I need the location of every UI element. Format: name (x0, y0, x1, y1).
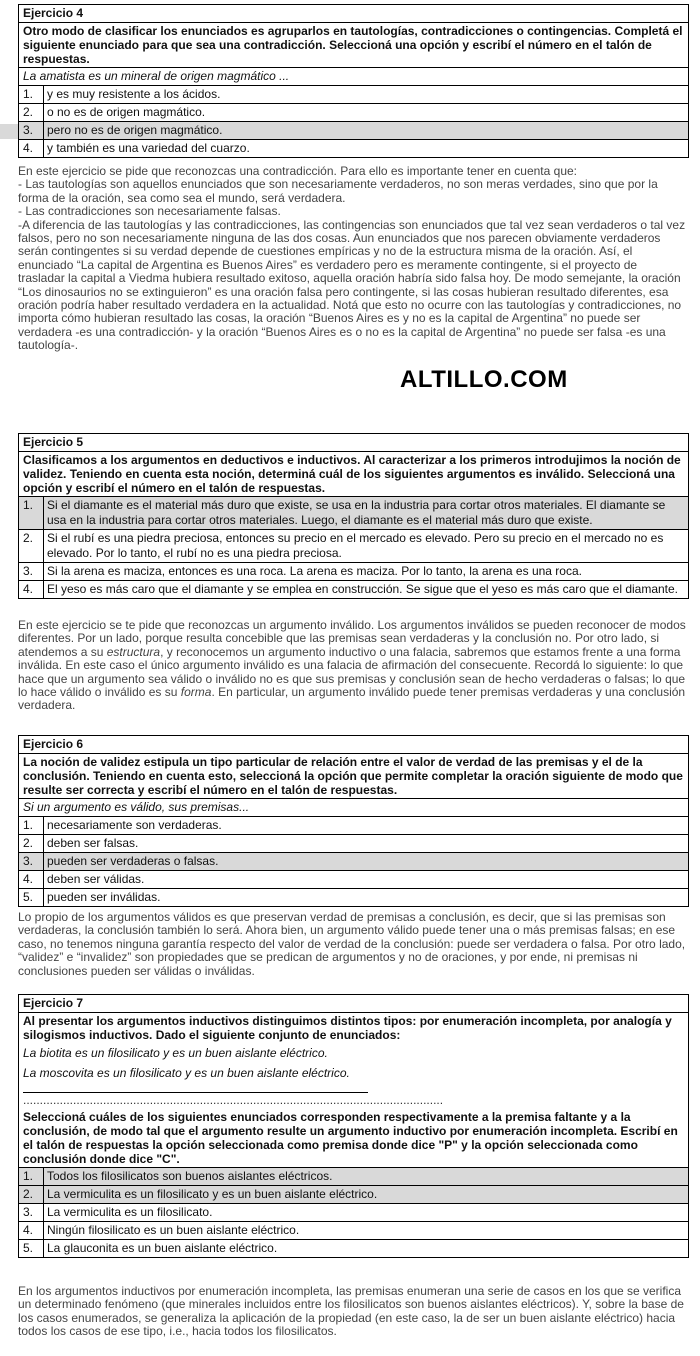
altillo-logo: ALTILLO.COM (400, 366, 568, 393)
exercise-6-title: Ejercicio 6 (19, 736, 688, 754)
option-number: 5. (19, 889, 44, 907)
option-row[interactable] (19, 530, 688, 563)
option-row[interactable] (19, 871, 688, 889)
exercise-6-prompt: Si un argumento es válido, sus premisas... (23, 800, 250, 814)
option-row[interactable] (19, 835, 688, 853)
option-row[interactable] (19, 140, 688, 158)
option-number: 1. (19, 1168, 44, 1186)
option-row[interactable] (19, 86, 688, 104)
option-row-selected[interactable] (19, 1186, 688, 1204)
explanation-emphasis: forma (180, 685, 212, 700)
explanation-paragraph: En los argumentos inductivos por enumeración incompleta, las premisas enumeran una serie de casos en los que se verifica un determinado fenómeno (que minerales incluidos entre los filosilicatos son buenos aislantes eléctricos). Y, sobre la base de los casos enumerados, se generaliza la aplicación de la propiedad (en este caso, la de ser un buen aislante eléctrico) hacia todos los casos de ese tipo, i.e., hacia todos los filosilicatos. (18, 1284, 684, 1339)
option-number: 1. (19, 497, 44, 530)
option-number: 2. (19, 835, 44, 853)
option-text: pueden ser inválidas. (44, 889, 689, 907)
exercise-4-title: Ejercicio 4 (19, 5, 688, 23)
option-number: 3. (19, 563, 44, 581)
exercise-7-question-2: Seleccioná cuáles de los siguientes enunciados corresponden respectivamente a la premisa faltante y a la conclusión, de modo tal que el argumento resulte un argumento inductivo por enumeración incompleta. Escribí en el talón de respuestas la opción seleccionada como premisa donde dice "P" y la opción seleccionada como conclusión donde dice "C". (23, 1110, 678, 1166)
option-text: pero no es de origen magmático. (44, 122, 689, 140)
explanation-paragraph: Lo propio de los argumentos válidos es que preservan verdad de premisas a conclusión, es decir, que si las premisas son verdaderas, la conclusión también lo será. Ahora bien, un argumento válido puede tener una o más premisas falsas; en ese caso, no tenemos ninguna garantía respecto del valor de verdad de la conclusión: puede ser verdadera o falsa. Por otro lado, “validez” e “invalidez” son propiedades que se predican de argumentos y no de oraciones, y por ende, ni premisas ni conclusiones pueden ser válidas o inválidas. (18, 910, 686, 978)
option-text: y es muy resistente a los ácidos. (44, 86, 689, 104)
option-number: 1. (19, 86, 44, 104)
exercise-6 (18, 735, 689, 907)
exercise-5-title: Ejercicio 5 (19, 434, 688, 452)
option-text: Todos los filosilicatos son buenos aislantes eléctricos. (44, 1168, 689, 1186)
exercise-7-explanation (18, 1285, 687, 1339)
option-row-selected[interactable] (19, 1168, 688, 1186)
explanation-text: En este ejercicio se te pide que reconozcas un argumento inválido. Los argumentos inválidos se pueden reconocer de modos diferentes. Por un lado, porque resulta concebible que las premisas sean verdaderas y la conclusión no. Por otro lado, si atendemos a su (18, 618, 686, 659)
exercise-6-explanation (18, 911, 687, 978)
exercise-4-options (19, 85, 688, 157)
exercise-4-question: Otro modo de clasificar los enunciados es agruparlos en tautologías, contradicciones o contingencias. Completá el siguiente enunciado para que sea una contradicción. Seleccioná una opción y escribí el número en el talón de respuestas. (19, 23, 688, 68)
option-text: pueden ser verdaderas o falsas. (44, 853, 689, 871)
option-row[interactable] (19, 889, 688, 907)
exercise-7-title: Ejercicio 7 (19, 995, 688, 1013)
option-row[interactable] (19, 1240, 688, 1258)
option-text: o no es de origen magmático. (44, 104, 689, 122)
explanation-paragraph: En este ejercicio se pide que reconozcas una contradicción. Para ello es importante tener en cuenta que: (18, 164, 578, 178)
option-text: deben ser falsas. (44, 835, 689, 853)
option-number: 2. (19, 530, 44, 563)
option-row-selected[interactable] (19, 853, 688, 871)
exercise-6-question: La noción de validez estipula un tipo particular de relación entre el valor de verdad de las premisas y el de la conclusión. Teniendo en cuenta esto, seleccioná la opción que permite completar la oración siguiente de modo que resulte ser correcta y escribí el número en el talón de respuestas. (19, 754, 688, 799)
option-row[interactable] (19, 1222, 688, 1240)
option-number: 2. (19, 104, 44, 122)
option-text: El yeso es más caro que el diamante y se emplea en construcción. Se sigue que el yeso es más caro que el diamante. (44, 581, 689, 599)
option-number: 4. (19, 581, 44, 599)
explanation-paragraph: - Las contradicciones son necesariamente falsas. (18, 204, 281, 219)
explanation-text: , y reconocemos un argumento inductivo o una falacia, sabremos que estamos frente a una forma inválida. En este caso el único argumento inválido es una falacia de afirmación del consecuente. Recordá lo siguiente: lo que hace que un argumento sea válido o inválido no es que sus premisas y conclusión sean de hecho verdaderas o falsas; lo que lo hace válido o inválido es su (18, 644, 686, 700)
exercise-4-explanation (18, 165, 687, 353)
option-row-selected[interactable] (19, 122, 688, 140)
exercise-4-prompt: La amatista es un mineral de origen magmático ... (23, 69, 290, 83)
exercise-6-options (19, 816, 688, 906)
exercise-5-explanation (18, 619, 687, 713)
exercise-4 (18, 4, 689, 158)
option-row[interactable] (19, 104, 688, 122)
option-text: Si el diamante es el material más duro que existe, se usa en la industria para cortar otros materiales. El diamante se usa en la industria para cortar otros materiales. Luego, el diamante es el material más duro que existe. (44, 497, 689, 530)
option-number: 4. (19, 140, 44, 158)
explanation-paragraph: -A diferencia de las tautologías y las contradicciones, las contingencias son enunciados que tal vez sean verdaderos o tal vez falsos, pero no son necesariamente ninguna de las dos cosas. Aun enunciados que nos parecen obviamente verdaderos serán contingentes si su verdad depende de cuestiones empíricas y no de la estructura misma de la oración. Así, el enunciado “La capital de Argentina es Buenos Aires” es verdadero pero es meramente contingente, si el proyecto de trasladar la capital a Viedma hubiera resultado exitoso, aquella oración habría sido falsa hoy. De modo semejante, la oración “Los dinosaurios no se extinguieron” es una oración falsa pero contingente, si las cosas hubieran resultado diferentes, esa oración podría haber resultado verdadera en la actualidad. Notá que esto no ocurre con las tautologías y contradicciones, no importa cómo hubieran resultado las cosas, la oración “Buenos Aires es y no es la capital de Argentina” no puede ser verdadera -es una contradicción- y la oración “Buenos Aires es o no es la capital de Argentina” no puede ser falsa -es una tautología-. (18, 217, 686, 353)
option-number: 4. (19, 871, 44, 889)
exercise-5 (18, 433, 689, 599)
option-number: 3. (19, 1204, 44, 1222)
option-text: y también es una variedad del cuarzo. (44, 140, 689, 158)
option-number: 1. (19, 817, 44, 835)
exercise-5-question: Clasificamos a los argumentos en deductivos e inductivos. Al caracterizar a los primeros introdujimos la noción de validez. Teniendo en cuenta esta noción, determiná cuál de los siguientes argumentos es inválido. Seleccioná una opción y escribí el número en el talón de respuestas. (23, 453, 681, 495)
option-text: La vermiculita es un filosilicato y es un buen aislante eléctrico. (44, 1186, 689, 1204)
option-text: Ningún filosilicato es un buen aislante eléctrico. (44, 1222, 689, 1240)
option-text: Si el rubí es una piedra preciosa, entonces su precio en el mercado es elevado. Pero su precio en el mercado no es elevado. Por lo tanto, el rubí no es una piedra preciosa. (44, 530, 689, 563)
explanation-paragraph (18, 619, 687, 713)
explanation-emphasis: estructura (106, 644, 161, 659)
option-row[interactable] (19, 563, 688, 581)
option-row[interactable] (19, 1204, 688, 1222)
option-text: necesariamente son verdaderas. (44, 817, 689, 835)
option-text: La vermiculita es un filosilicato. (44, 1204, 689, 1222)
left-margin-highlight (0, 124, 18, 139)
option-row-selected[interactable] (19, 497, 688, 530)
exercise-7 (18, 994, 689, 1258)
explanation-text: . En particular, un argumento inválido puede tener premisas verdaderas y una conclusión verdadera. (18, 685, 686, 713)
explanation-paragraph: - Las tautologías son aquellos enunciados que son necesariamente verdaderos, no son meras verdades, sino que por la forma de la oración, sea como sea el mundo, será verdadera. (18, 177, 658, 205)
option-row[interactable] (19, 581, 688, 599)
option-number: 2. (19, 1186, 44, 1204)
exercise-5-options (19, 496, 688, 598)
option-text: Si la arena es maciza, entonces es una roca. La arena es maciza. Por lo tanto, la arena es una roca. (44, 563, 689, 581)
option-text: La glauconita es un buen aislante eléctrico. (44, 1240, 689, 1258)
option-number: 3. (19, 853, 44, 871)
dotted-line: .............................................................................................................................. (23, 1093, 444, 1107)
exercise-7-options (19, 1167, 688, 1257)
option-number: 5. (19, 1240, 44, 1258)
exercise-7-premise-2: La moscovita es un filosilicato y es un buen aislante eléctrico. (23, 1066, 350, 1080)
option-number: 3. (19, 122, 44, 140)
exercise-7-question-1: Al presentar los argumentos inductivos distinguimos distintos tipos: por enumeración incompleta, por analogía y silogismos inductivos. Dado el siguiente conjunto de enunciados: (23, 1014, 672, 1042)
option-row[interactable] (19, 817, 688, 835)
option-text: deben ser válidas. (44, 871, 689, 889)
option-number: 4. (19, 1222, 44, 1240)
exercise-7-premise-1: La biotita es un filosilicato y es un buen aislante eléctrico. (23, 1046, 328, 1060)
